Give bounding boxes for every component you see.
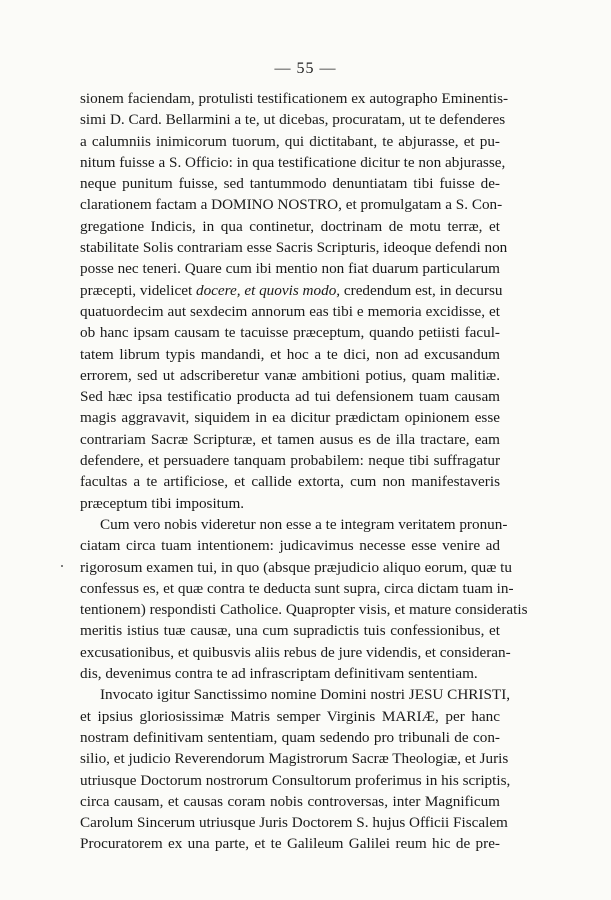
text-line: ciatam circa tuam intentionem: judicavimus necesse esse venire ad bbox=[80, 537, 500, 555]
text-line: circa causam, et causas coram nobis controversas, inter Magnificum bbox=[80, 792, 500, 810]
text-line: nostram definitivam sententiam, quam sedendo pro tribunali de con- bbox=[80, 728, 500, 746]
text-line: excusationibus, et quibusvis aliis rebus de jure videndis, et consideran- bbox=[80, 643, 511, 661]
text-line: Invocato igitur Sanctissimo nomine Domini nostri JESU CHRISTI, bbox=[100, 686, 511, 704]
text-line: a calumniis inimicorum tuorum, qui dictitabant, te abjurasse, et pu- bbox=[80, 132, 500, 150]
text-line: et ipsius gloriosissimæ Matris semper Virginis MARIÆ, per hanc bbox=[80, 707, 500, 725]
text-line: quatuordecim aut sexdecim annorum eas tibi e memoria excidisse, et bbox=[80, 302, 500, 320]
body-text bbox=[80, 88, 528, 855]
text-line: præceptum tibi impositum. bbox=[80, 494, 245, 512]
text-line bbox=[80, 280, 503, 301]
text-line: simi D. Card. Bellarmini a te, ut dicebas, procuratam, ut te defenderes bbox=[80, 111, 506, 129]
text-line: posse nec teneri. Quare cum ibi mentio non fiat duarum particularum bbox=[80, 260, 500, 278]
text-line: neque punitum fuisse, sed tantummodo denuntiatam tibi fuisse de- bbox=[80, 175, 500, 193]
paragraph bbox=[80, 684, 511, 854]
text-line: Sed hæc ipsa testificatio producta ad tui defensionem tuam causam bbox=[80, 388, 500, 406]
text-line: meritis istius tuæ causæ, una cum supradictis tuis confessionibus, et bbox=[80, 622, 500, 640]
text-line: dis, devenimus contra te ad infrascriptam definitivam sententiam. bbox=[80, 665, 478, 683]
text-line: tentionem) respondisti Catholice. Quapropter visis, et mature consideratis bbox=[80, 601, 528, 619]
text-line: Carolum Sincerum utriusque Juris Doctorem S. hujus Officii Fiscalem bbox=[80, 814, 508, 832]
text-line: sionem faciendam, protulisti testificationem ex autographo Eminentis- bbox=[80, 90, 509, 107]
text-line: stabilitate Solis contrariam esse Sacris Scripturis, ideoque defendi non bbox=[80, 239, 508, 257]
paragraph bbox=[80, 514, 528, 684]
text-line: silio, et judicio Reverendorum Magistrorum Sacræ Theologiæ, et Juris bbox=[80, 750, 509, 768]
text-line: Procuratorem ex una parte, et te Galileum Galilei reum hic de pre- bbox=[80, 835, 500, 853]
text-line: magis aggravavit, siquidem in ea dicitur prædictam opinionem esse bbox=[80, 409, 500, 427]
text-line: contrariam Sacræ Scripturæ, et tamen ausus es de illa tractare, eam bbox=[80, 430, 500, 448]
text-line: clarationem factam a DOMINO NOSTRO, et promulgatam a S. Con- bbox=[80, 196, 503, 214]
page-number: — 55 — bbox=[274, 60, 337, 77]
text-line: utriusque Doctorum nostrorum Consultorum proferimus in his scriptis, bbox=[80, 771, 511, 789]
text-line: facultas a te artificiose, et callide extorta, cum non manifestaveris bbox=[80, 473, 500, 491]
italic-phrase: docere, et quovis modo, bbox=[195, 281, 341, 299]
text-line: rigorosum examen tui, in quo (absque præjudicio aliquo eorum, quæ tu bbox=[80, 558, 512, 576]
text-line: tatem librum typis mandandi, et hoc a te dici, non ad excusandum bbox=[80, 345, 500, 363]
text-run: præcepti, videlicet bbox=[80, 281, 196, 299]
text-line: nitum fuisse a S. Officio: in qua testificatione dicitur te non abjurasse, bbox=[80, 153, 506, 171]
text-line: gregatione Indicis, in qua continetur, doctrinam de motu terræ, et bbox=[80, 217, 500, 235]
text-line: defendere, et persuadere tanquam probabilem: neque tibi suffragatur bbox=[80, 452, 500, 470]
paragraph bbox=[80, 88, 509, 514]
text-line: confessus es, et quæ contra te deducta sunt supra, circa dictam tuam in- bbox=[80, 579, 514, 597]
text-line: ob hanc ipsam causam te tacuisse præceptum, quando petiisti facul- bbox=[80, 324, 500, 342]
text-line: errorem, sed ut adscriberetur vanæ ambitioni potius, quam malitiæ. bbox=[80, 366, 500, 384]
margin-mark bbox=[61, 565, 63, 567]
text-run: credendum est, in decursu bbox=[340, 281, 503, 299]
text-line: Cum vero nobis videretur non esse a te integram veritatem pronun- bbox=[100, 515, 508, 533]
